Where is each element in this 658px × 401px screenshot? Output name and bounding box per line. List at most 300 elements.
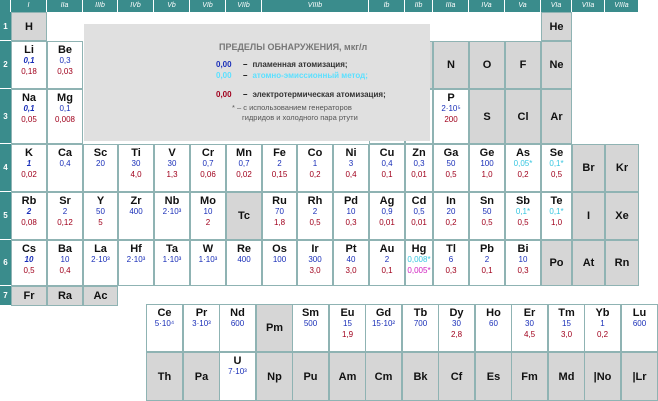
element-symbol: V: [168, 147, 176, 159]
element-symbol: Cm: [374, 370, 393, 383]
element-cell[interactable]: [333, 192, 369, 240]
element-cell[interactable]: [511, 352, 548, 401]
element-symbol: Pd: [343, 195, 359, 207]
element-cell[interactable]: [226, 192, 262, 240]
legend-note: * – с использованием генераторов: [232, 103, 352, 112]
element-symbol: Te: [550, 195, 563, 207]
legend-text: атомно-эмиссионный метод;: [252, 71, 368, 80]
period-label: 2: [0, 41, 11, 89]
detection-limit-value: 0,2: [309, 170, 321, 179]
detection-limit-value: 0,1: [381, 170, 393, 179]
detection-limit-value: 2: [277, 159, 282, 168]
element-cell[interactable]: [256, 304, 293, 352]
element-cell[interactable]: [219, 304, 256, 352]
element-cell[interactable]: [584, 304, 621, 352]
element-cell[interactable]: [190, 144, 226, 192]
element-cell[interactable]: [369, 144, 405, 192]
element-cell[interactable]: [365, 304, 402, 352]
element-cell[interactable]: [47, 144, 83, 192]
element-cell[interactable]: [297, 192, 333, 240]
detection-limit-value: 0,2: [517, 170, 529, 179]
element-symbol: Ba: [57, 243, 73, 255]
detection-limit-value: 0,4: [59, 266, 71, 275]
element-cell[interactable]: [469, 240, 505, 286]
element-cell[interactable]: [572, 144, 605, 192]
element-cell[interactable]: [505, 41, 541, 89]
element-cell[interactable]: [433, 41, 469, 89]
element-symbol: Bk: [413, 370, 428, 383]
element-cell[interactable]: [118, 240, 154, 286]
detection-limit-value: 1·10³: [198, 255, 218, 264]
detection-limit-value: 0,7: [202, 159, 214, 168]
legend-row: [216, 71, 368, 80]
element-symbol: Gd: [375, 307, 392, 319]
detection-limit-value: 1: [600, 319, 605, 328]
group-header: VIIIa: [605, 0, 639, 12]
detection-limit-value: 10: [24, 255, 34, 264]
legend-key: 0,00: [216, 90, 232, 99]
element-symbol: P: [447, 92, 455, 104]
element-cell[interactable]: [262, 192, 297, 240]
group-header: VIIa: [572, 0, 605, 12]
element-cell[interactable]: [11, 144, 47, 192]
element-symbol: Os: [272, 243, 287, 255]
element-symbol: Ga: [443, 147, 459, 159]
element-symbol: Mn: [236, 147, 252, 159]
group-header: IIb: [405, 0, 433, 12]
detection-limit-value: 0,008*: [407, 255, 431, 264]
element-symbol: Re: [236, 243, 252, 255]
element-cell[interactable]: [605, 144, 639, 192]
element-cell[interactable]: [219, 352, 256, 401]
detection-limit-value: 0,08: [21, 218, 37, 227]
element-symbol: Se: [549, 147, 564, 159]
detection-limit-value: 700: [413, 319, 428, 328]
element-symbol: Tl: [446, 243, 456, 255]
detection-limit-value: 1,0: [481, 170, 493, 179]
detection-limit-value: 0,5: [445, 170, 457, 179]
element-symbol: Mo: [200, 195, 216, 207]
element-cell[interactable]: [405, 144, 433, 192]
element-symbol: Cu: [379, 147, 395, 159]
element-cell[interactable]: [475, 352, 512, 401]
detection-limit-value: 3,0: [560, 330, 573, 339]
detection-limit-value: 1: [312, 159, 318, 168]
element-symbol: W: [202, 243, 214, 255]
detection-limit-value: 600: [230, 319, 245, 328]
element-cell[interactable]: [541, 12, 572, 41]
detection-limit-value: 600: [632, 319, 647, 328]
detection-limit-value: 0,9: [381, 207, 393, 216]
element-symbol: Ti: [131, 147, 141, 159]
detection-limit-value: 4,5: [523, 330, 536, 339]
element-symbol: I: [586, 210, 591, 222]
element-symbol: Lu: [632, 307, 647, 319]
element-cell[interactable]: [469, 89, 505, 144]
detection-limit-value: 1,3: [166, 170, 178, 179]
element-symbol: Mg: [57, 92, 73, 104]
element-symbol: Ca: [57, 147, 73, 159]
element-cell[interactable]: [541, 89, 572, 144]
legend-note: гидридов и холодного пара ртути: [242, 113, 358, 122]
detection-limit-value: 0,01: [411, 170, 427, 179]
element-cell[interactable]: [190, 192, 226, 240]
detection-limit-value: 2·10³: [162, 207, 182, 216]
element-symbol: Y: [96, 195, 105, 207]
element-cell[interactable]: [262, 240, 297, 286]
element-cell[interactable]: [118, 192, 154, 240]
detection-limit-value: 0,1: [381, 266, 393, 275]
element-symbol: Fe: [273, 147, 286, 159]
element-cell[interactable]: [402, 352, 439, 401]
group-header: VIIb: [226, 0, 262, 12]
element-symbol: Ni: [345, 147, 357, 159]
element-symbol: Li: [24, 44, 34, 56]
element-cell[interactable]: [605, 240, 639, 286]
element-symbol: Hg: [411, 243, 427, 255]
detection-limit-value: 0,2: [596, 330, 609, 339]
element-cell[interactable]: [621, 352, 658, 401]
element-symbol: Sb: [515, 195, 531, 207]
element-cell[interactable]: [433, 192, 469, 240]
detection-limit-value: 0,4: [381, 159, 393, 168]
legend-text: электротермическая атомизация;: [252, 90, 386, 99]
detection-limit-value: 500: [303, 319, 318, 328]
legend-title: ПРЕДЕЛЫ ОБНАРУЖЕНИЯ, мкг/л: [219, 42, 368, 52]
detection-limit-value: 15: [562, 319, 571, 328]
group-header: Vb: [154, 0, 190, 12]
element-symbol: Ra: [57, 290, 73, 302]
element-cell[interactable]: [402, 304, 439, 352]
detection-limit-value: 300: [308, 255, 322, 264]
element-cell[interactable]: [83, 286, 118, 306]
element-symbol: Co: [307, 147, 323, 159]
element-symbol: U: [233, 355, 242, 367]
element-symbol: In: [446, 195, 456, 207]
element-symbol: O: [482, 59, 492, 71]
element-cell[interactable]: [83, 240, 118, 286]
detection-limit-value: 0,1: [481, 266, 493, 275]
detection-limit-value: 0,06: [200, 170, 216, 179]
legend-key: 0,00: [216, 71, 232, 80]
element-cell[interactable]: [433, 89, 469, 144]
detection-limit-value: 0,008: [54, 115, 76, 124]
element-symbol: Xe: [615, 210, 629, 222]
element-cell[interactable]: [505, 192, 541, 240]
element-symbol: Dy: [449, 307, 464, 319]
detection-limit-value: 0,3: [413, 159, 425, 168]
element-cell[interactable]: [438, 352, 475, 401]
element-symbol: Tc: [237, 210, 251, 222]
detection-limit-value: 7·10³: [228, 367, 247, 376]
element-symbol: Po: [549, 257, 564, 269]
legend-row: [216, 60, 348, 69]
period-label: 6: [0, 240, 11, 286]
element-symbol: Yb: [595, 307, 610, 319]
element-symbol: Pm: [265, 322, 284, 334]
element-cell[interactable]: [11, 41, 47, 89]
detection-limit-value: 1·10³: [162, 255, 182, 264]
detection-limit-value: 0,2: [445, 218, 457, 227]
element-symbol: Br: [582, 162, 595, 174]
element-cell[interactable]: [541, 192, 572, 240]
legend-text: пламенная атомизация;: [252, 60, 348, 69]
element-symbol: Ce: [157, 307, 172, 319]
detection-limit-value: 10: [60, 255, 70, 264]
element-cell[interactable]: [154, 144, 190, 192]
element-symbol: Rn: [614, 257, 630, 269]
detection-limit-value: 100: [272, 255, 287, 264]
detection-limit-value: 2: [384, 255, 390, 264]
element-cell[interactable]: [11, 240, 47, 286]
detection-limit-value: 50: [446, 159, 456, 168]
detection-limit-value: 200: [444, 115, 458, 124]
element-cell[interactable]: [146, 304, 183, 352]
element-cell[interactable]: [256, 352, 293, 401]
element-cell[interactable]: [190, 240, 226, 286]
element-symbol: Tm: [558, 307, 575, 319]
group-header: VIIIb: [262, 0, 369, 12]
detection-limit-value: 2: [312, 207, 318, 216]
detection-limit-value: 2: [62, 207, 68, 216]
detection-limit-value: 0,01: [411, 218, 427, 227]
detection-limit-value: 3·10³: [192, 319, 211, 328]
element-symbol: |Lr: [632, 370, 647, 383]
element-cell[interactable]: [511, 304, 548, 352]
element-cell[interactable]: [541, 41, 572, 89]
element-cell[interactable]: [405, 192, 433, 240]
element-cell[interactable]: [469, 144, 505, 192]
element-cell[interactable]: [369, 240, 405, 286]
detection-limit-value: 5: [98, 218, 103, 227]
detection-limit-value: 2·10⁵: [441, 104, 461, 113]
detection-limit-value: 10: [203, 207, 213, 216]
detection-limit-value: 0,03: [57, 67, 73, 76]
element-cell[interactable]: [47, 89, 83, 144]
group-header: IIa: [47, 0, 83, 12]
element-symbol: Pa: [194, 370, 209, 383]
element-cell[interactable]: [183, 304, 220, 352]
element-cell[interactable]: [11, 12, 47, 41]
element-symbol: Fr: [23, 290, 35, 302]
element-cell[interactable]: [405, 240, 433, 286]
element-cell[interactable]: [146, 352, 183, 401]
element-cell[interactable]: [83, 192, 118, 240]
detection-limit-value: 0,4: [59, 159, 71, 168]
detection-limit-value: 0,7: [238, 159, 250, 168]
element-cell[interactable]: [605, 192, 639, 240]
element-symbol: Ta: [165, 243, 179, 255]
element-cell[interactable]: [11, 192, 47, 240]
element-symbol: Ho: [486, 307, 501, 319]
group-header: Va: [505, 0, 541, 12]
element-symbol: Pu: [303, 370, 318, 383]
element-cell[interactable]: [469, 41, 505, 89]
element-cell[interactable]: [541, 240, 572, 286]
element-cell[interactable]: [621, 304, 658, 352]
element-symbol: Hf: [130, 243, 142, 255]
legend-dash: –: [243, 71, 248, 80]
element-symbol: |No: [593, 370, 612, 383]
group-header: IVb: [118, 0, 154, 12]
detection-limit-value: 0,05: [21, 115, 37, 124]
detection-limit-value: 0,5: [517, 218, 529, 227]
element-symbol: Kr: [615, 162, 629, 174]
detection-limit-value: 2: [26, 207, 32, 216]
element-cell[interactable]: [329, 352, 366, 401]
detection-limit-value: 0,3: [345, 218, 357, 227]
element-symbol: Nd: [230, 307, 245, 319]
detection-limit-value: 400: [237, 255, 251, 264]
group-header: VIa: [541, 0, 572, 12]
element-symbol: He: [549, 20, 564, 33]
element-symbol: H: [25, 20, 33, 33]
element-cell[interactable]: [541, 144, 572, 192]
element-symbol: Es: [486, 370, 501, 383]
element-cell[interactable]: [297, 144, 333, 192]
legend-dash: –: [243, 90, 248, 99]
element-symbol: Md: [558, 370, 575, 383]
element-symbol: Cl: [517, 110, 529, 123]
element-symbol: Sr: [59, 195, 71, 207]
element-symbol: F: [519, 59, 527, 71]
detection-limit-value: 0,1: [23, 104, 35, 113]
element-cell[interactable]: [469, 192, 505, 240]
element-symbol: Pr: [195, 307, 208, 319]
element-symbol: Tb: [413, 307, 428, 319]
group-header: IIIb: [83, 0, 118, 12]
element-cell[interactable]: [365, 352, 402, 401]
element-cell[interactable]: [118, 144, 154, 192]
detection-limit-value: 30: [452, 319, 461, 328]
detection-limit-value: 3,0: [309, 266, 321, 275]
element-cell[interactable]: [584, 352, 621, 401]
detection-limit-value: 5·10⁴: [154, 319, 175, 328]
corner-cell: [0, 0, 11, 12]
element-cell[interactable]: [226, 144, 262, 192]
element-cell[interactable]: [548, 304, 585, 352]
detection-limit-value: 60: [489, 319, 498, 328]
element-cell[interactable]: [292, 352, 329, 401]
element-symbol: S: [483, 110, 491, 123]
element-cell[interactable]: [262, 144, 297, 192]
period-label: 7: [0, 286, 11, 306]
element-cell[interactable]: [11, 89, 47, 144]
element-cell[interactable]: [83, 144, 118, 192]
detection-limit-value: 1: [26, 159, 32, 168]
detection-limit-value: 1,0: [550, 218, 563, 227]
element-symbol: Be: [57, 44, 73, 56]
element-symbol: Sn: [479, 195, 495, 207]
element-cell[interactable]: [475, 304, 512, 352]
element-cell[interactable]: [292, 304, 329, 352]
element-symbol: Cf: [450, 370, 463, 383]
detection-limit-value: 400: [129, 207, 143, 216]
element-symbol: Rh: [307, 195, 323, 207]
element-symbol: Eu: [340, 307, 355, 319]
detection-limit-value: 4,0: [130, 170, 142, 179]
element-cell[interactable]: [433, 240, 469, 286]
element-cell[interactable]: [47, 286, 83, 306]
period-label: 5: [0, 192, 11, 240]
element-cell[interactable]: [154, 240, 190, 286]
element-symbol: At: [582, 257, 595, 269]
element-cell[interactable]: [369, 192, 405, 240]
element-symbol: Er: [523, 307, 536, 319]
element-cell[interactable]: [572, 192, 605, 240]
period-label: 1: [0, 12, 11, 41]
detection-limit-value: 0,5: [550, 170, 563, 179]
element-cell[interactable]: [505, 89, 541, 144]
detection-limit-value: 0,1: [59, 104, 71, 113]
detection-limit-value: 0,5: [309, 218, 321, 227]
legend-dash: –: [243, 60, 248, 69]
element-cell[interactable]: [548, 352, 585, 401]
element-cell[interactable]: [226, 240, 262, 286]
element-cell[interactable]: [438, 304, 475, 352]
detection-limit-value: 0,1*: [549, 207, 564, 216]
detection-limit-value: 10: [346, 207, 356, 216]
element-symbol: Fm: [521, 370, 538, 383]
element-cell[interactable]: [329, 304, 366, 352]
element-symbol: Ge: [479, 147, 495, 159]
element-symbol: Cd: [411, 195, 427, 207]
element-symbol: Ru: [272, 195, 287, 207]
element-symbol: Cr: [201, 147, 215, 159]
element-cell[interactable]: [505, 144, 541, 192]
detection-limit-value: 30: [131, 159, 141, 168]
element-cell[interactable]: [572, 240, 605, 286]
element-cell[interactable]: [47, 240, 83, 286]
element-symbol: As: [515, 147, 531, 159]
group-header: VIb: [190, 0, 226, 12]
element-cell[interactable]: [505, 240, 541, 286]
detection-limit-value: 20: [446, 207, 456, 216]
element-symbol: Na: [21, 92, 37, 104]
detection-limit-value: 15·10²: [371, 319, 396, 328]
element-symbol: Am: [338, 370, 357, 383]
period-label: 4: [0, 144, 11, 192]
element-symbol: Nb: [164, 195, 180, 207]
detection-limit-value: 100: [480, 159, 494, 168]
detection-limit-value: 50: [96, 207, 105, 216]
element-cell[interactable]: [154, 192, 190, 240]
group-header: IVa: [469, 0, 505, 12]
element-cell[interactable]: [333, 144, 369, 192]
element-symbol: Np: [267, 370, 282, 383]
element-symbol: N: [447, 59, 455, 71]
group-header: I: [11, 0, 47, 12]
element-cell[interactable]: [433, 144, 469, 192]
element-cell[interactable]: [11, 286, 47, 306]
detection-limit-value: 0,1*: [549, 159, 564, 168]
element-cell[interactable]: [183, 352, 220, 401]
element-cell[interactable]: [297, 240, 333, 286]
detection-limit-value: 10: [518, 255, 528, 264]
detection-limit-value: 1,8: [273, 218, 286, 227]
detection-limit-value: 3,0: [345, 266, 357, 275]
element-cell[interactable]: [47, 41, 83, 89]
detection-limit-value: 6: [448, 255, 454, 264]
element-cell[interactable]: [333, 240, 369, 286]
detection-limit-value: 0,005*: [407, 266, 431, 275]
group-header: IIIa: [433, 0, 469, 12]
detection-limit-value: 0,02: [236, 170, 252, 179]
detection-limit-value: 0,15: [271, 170, 288, 179]
detection-limit-value: 15: [343, 319, 352, 328]
element-symbol: Cs: [21, 243, 37, 255]
element-cell[interactable]: [47, 192, 83, 240]
